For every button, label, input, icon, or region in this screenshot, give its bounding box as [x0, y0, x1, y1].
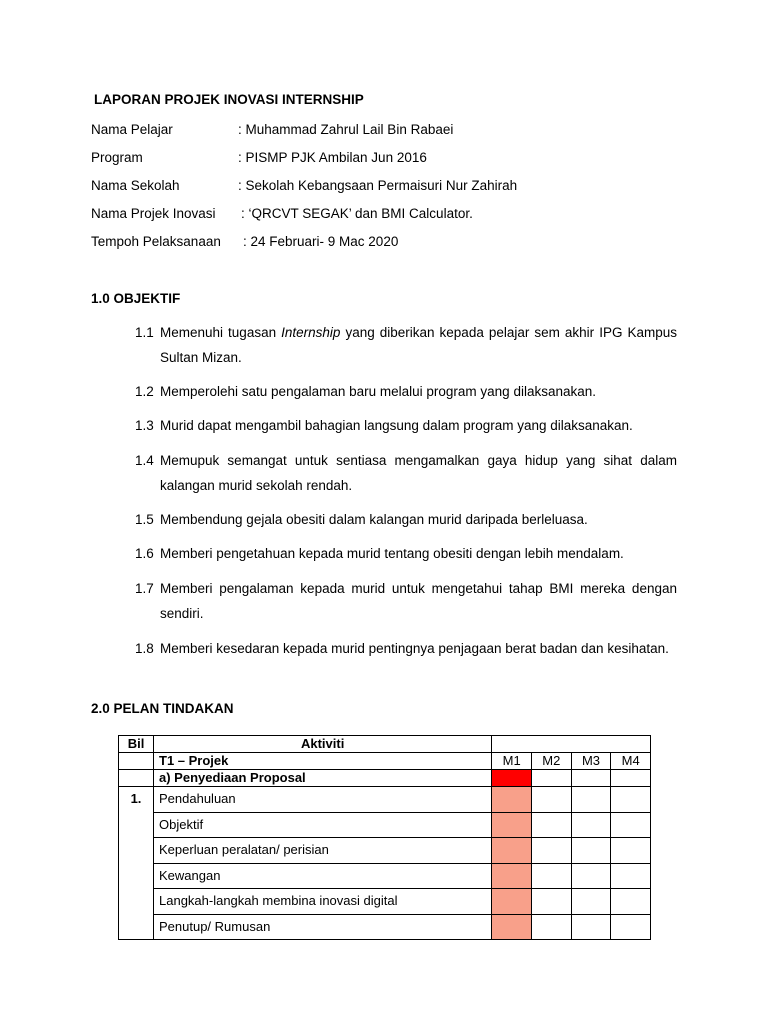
table-header-row	[119, 736, 651, 753]
blank-cell	[119, 753, 154, 770]
objective-item	[135, 448, 677, 498]
month-header: M2	[531, 753, 571, 770]
schedule-cell	[571, 914, 611, 940]
objective-number: 1.3	[135, 418, 154, 433]
table-row	[119, 838, 651, 864]
schedule-cell-filled	[492, 787, 532, 813]
info-label: Nama Sekolah	[91, 178, 180, 193]
schedule-cell	[531, 770, 571, 787]
objective-text: Memberi pengalaman kepada murid untuk mengetahui tahap BMI mereka dengan sendiri.	[160, 581, 677, 621]
objective-text: Murid dapat mengambil bahagian langsung dalam program yang dilaksanakan.	[160, 418, 633, 433]
info-row-tempoh	[91, 234, 691, 254]
pelan-heading: 2.0 PELAN TINDAKAN	[91, 701, 234, 716]
objective-number: 1.1	[135, 325, 154, 340]
schedule-cell	[611, 787, 651, 813]
activity-label: Langkah-langkah membina inovasi digital	[154, 889, 492, 915]
table-row	[119, 914, 651, 940]
info-value: : ‘QRCVT SEGAK’ dan BMI Calculator.	[241, 206, 473, 221]
objective-number: 1.4	[135, 453, 154, 468]
objective-item	[135, 320, 677, 370]
activity-label: Keperluan peralatan/ perisian	[154, 838, 492, 864]
schedule-cell	[531, 787, 571, 813]
objective-text	[160, 320, 677, 370]
objective-text: Memupuk semangat untuk sentiasa mengamalkan gaya hidup yang sihat dalam kalangan murid sekolah rendah.	[160, 453, 677, 493]
objektif-heading: 1.0 OBJEKTIF	[91, 291, 181, 306]
schedule-cell	[611, 838, 651, 864]
schedule-cell	[531, 889, 571, 915]
info-value: : PISMP PJK Ambilan Jun 2016	[238, 150, 427, 165]
section-label: T1 – Projek	[154, 753, 492, 770]
schedule-cell	[531, 838, 571, 864]
objective-number: 1.7	[135, 581, 154, 596]
objective-item	[135, 576, 677, 626]
blank-cell	[119, 770, 154, 787]
objective-item	[135, 413, 677, 438]
objective-item	[135, 541, 677, 566]
table-section-row	[119, 753, 651, 770]
row-number: 1.	[119, 787, 154, 940]
objective-number: 1.8	[135, 641, 154, 656]
objective-text-part: Memenuhi tugasan	[160, 325, 282, 340]
info-label: Nama Projek Inovasi	[91, 206, 216, 221]
table-subsection-row	[119, 770, 651, 787]
schedule-cell	[611, 889, 651, 915]
objective-number: 1.6	[135, 546, 154, 561]
schedule-cell-filled	[492, 838, 532, 864]
schedule-cell	[571, 787, 611, 813]
schedule-cell	[571, 838, 611, 864]
schedule-cell-filled	[492, 812, 532, 838]
activity-label: Pendahuluan	[154, 787, 492, 813]
column-header-bil: Bil	[119, 736, 154, 753]
schedule-cell-filled	[492, 889, 532, 915]
schedule-cell	[571, 889, 611, 915]
month-header: M4	[611, 753, 651, 770]
info-label: Program	[91, 150, 143, 165]
objective-number: 1.2	[135, 384, 154, 399]
objective-text-part: yang diberikan kepada pelajar sem akhir IPG Kampus Sultan Mizan.	[160, 325, 677, 365]
schedule-cell-filled	[492, 914, 532, 940]
schedule-cell	[611, 863, 651, 889]
info-row-nama-pelajar	[91, 122, 691, 142]
schedule-cell	[611, 770, 651, 787]
report-title: LAPORAN PROJEK INOVASI INTERNSHIP	[94, 92, 364, 107]
schedule-cell-filled	[492, 863, 532, 889]
info-row-program	[91, 150, 691, 170]
month-header-blank	[492, 736, 651, 753]
info-value: : Muhammad Zahrul Lail Bin Rabaei	[238, 122, 454, 137]
month-header: M1	[492, 753, 532, 770]
schedule-cell	[611, 914, 651, 940]
info-label: Tempoh Pelaksanaan	[91, 234, 221, 249]
objective-number: 1.5	[135, 512, 154, 527]
column-header-aktiviti: Aktiviti	[154, 736, 492, 753]
info-row-nama-projek	[91, 206, 691, 226]
schedule-cell	[531, 812, 571, 838]
info-row-nama-sekolah	[91, 178, 691, 198]
schedule-cell	[611, 812, 651, 838]
table-row	[119, 889, 651, 915]
info-value: : Sekolah Kebangsaan Permaisuri Nur Zahirah	[238, 178, 518, 193]
objective-text: Memberi kesedaran kepada murid pentingnya penjagaan berat badan dan kesihatan.	[160, 641, 669, 656]
activity-label: Penutup/ Rumusan	[154, 914, 492, 940]
activity-label: Kewangan	[154, 863, 492, 889]
schedule-cell	[531, 863, 571, 889]
info-value: : 24 Februari- 9 Mac 2020	[243, 234, 399, 249]
action-plan-table	[118, 735, 651, 940]
objective-text: Memperolehi satu pengalaman baru melalui program yang dilaksanakan.	[160, 384, 597, 399]
objective-text: Memberi pengetahuan kepada murid tentang obesiti dengan lebih mendalam.	[160, 546, 624, 561]
objective-item	[135, 379, 677, 404]
schedule-cell	[571, 863, 611, 889]
objective-text-emphasis: Internship	[281, 325, 341, 340]
objective-item	[135, 507, 677, 532]
activity-label: Objektif	[154, 812, 492, 838]
schedule-cell	[531, 914, 571, 940]
schedule-cell	[571, 770, 611, 787]
schedule-cell-filled	[492, 770, 532, 787]
objective-text: Membendung gejala obesiti dalam kalangan murid daripada berleluasa.	[160, 512, 588, 527]
month-header: M3	[571, 753, 611, 770]
objective-item	[135, 636, 677, 661]
table-row	[119, 787, 651, 813]
schedule-cell	[571, 812, 611, 838]
subsection-label: a) Penyediaan Proposal	[154, 770, 492, 787]
table-row	[119, 812, 651, 838]
table-row	[119, 863, 651, 889]
info-label: Nama Pelajar	[91, 122, 173, 137]
